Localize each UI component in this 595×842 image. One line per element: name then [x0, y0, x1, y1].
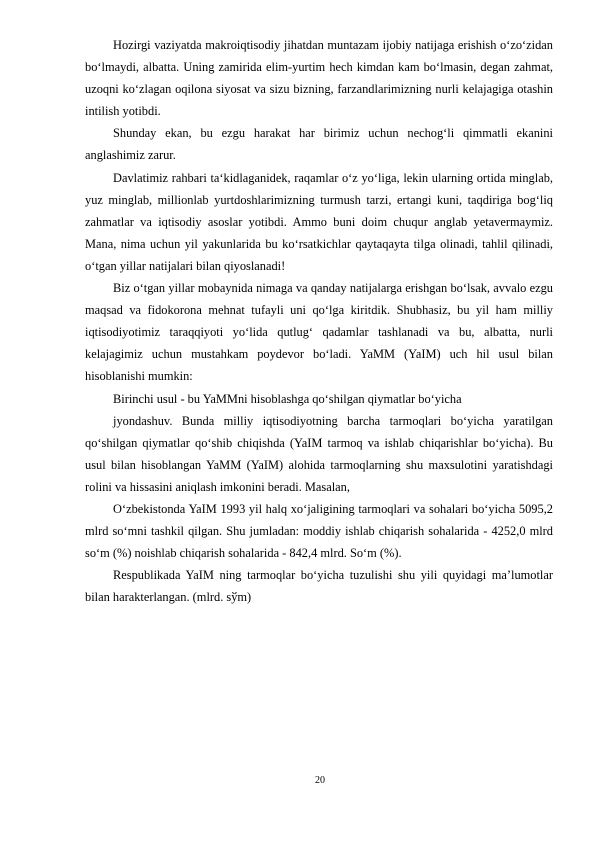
paragraph-5: Birinchi usul - bu YaMMni hisoblashga qo‘shilgan qiymatlar bo‘yicha	[113, 391, 462, 406]
page-number: 20	[315, 775, 325, 786]
paragraph-2: Shunday ekan, bu ezgu harakat har birimiz uchun nechog‘li qimmatli ekanini anglashimiz zarur.	[85, 126, 553, 163]
paragraph-8: Respublikada YaIM ning tarmoqlar bo‘yicha tuzulishi shu yili quyidagi ma’lumotlar bilan harakterlangan. (mlrd. sўm)	[85, 568, 553, 605]
paragraph-7: O‘zbekistonda YaIM 1993 yil halq xo‘jaligining tarmoqlari va sohalari bo‘yicha 5095,2 mlrd so‘mni tashkil qilgan. Shu jumladan: moddiy ishlab chiqarish sohalarida - 4252,0 mlrd so‘m (%) noishlab chiqarish sohalarida - 842,4 mlrd. So‘m (%).	[85, 501, 553, 561]
paragraph-4: Biz o‘tgan yillar mobaynida nimaga va qanday natijalarga erishgan bo‘lsak, avvalo ezgu maqsad va fidokorona mehnat tufayli uni qo‘lga kiritdik. Shubhasiz, bu yil ham milliy iqtisodiyotimiz taraqqiyoti yo‘lida qutlug‘ qadamlar tashlanadi va bu, albatta, nurli kelajagimiz uchun mustahkam poydevor bo‘ladi. YaMM (YaIM) uch hil usul bilan hisoblanishi mumkin:	[85, 281, 553, 384]
paragraph-1: Hozirgi vaziyatda makroiqtisodiy jihatdan muntazam ijobiy natijaga erishish o‘zo‘zidan bo‘lmaydi, albatta. Uning zamirida elim-yurtim hech kimdan kam bo‘lmasin, degan zahmat, uzoqni ko‘zlagan oqilona siyosat va sizu bizning, farzandlarimizning nurli kelajagiga otashin intilish yotibdi.	[85, 38, 553, 119]
paragraph-3: Davlatimiz rahbari ta‘kidlaganidek, raqamlar o‘z yo‘liga, lekin ularning ortida minglab, yuz minglab, millionlab yurtdoshlarimizning turmush tarzi, ertangi kuni, taqdiriga bog‘liq zahmatlar va iqtisodiy asoslar yotibdi. Ammo buni doim chuqur anglab yetavermaymiz. Mana, nima uchun yil yakunlarida bu ko‘rsatkichlar qaytaqayta tilga olinadi, tahlil qilinadi, o‘tgan yillar natijalari bilan qiyoslanadi!	[85, 170, 553, 273]
paragraph-6: jyondashuv. Bunda milliy iqtisodiyotning barcha tarmoqlari bo‘yicha yaratilgan qo‘shilgan qiymatlar qo‘shib chiqishda (YaIM tarmoq va ishlab chiqarishlar bo‘yicha). Bu usul bilan hisoblangan YaMM (YaIM) alohida tarmoqlarning shu maxsulotini yaratishdagi rolini va hissasini aniqlash imkonini beradi. Masalan,	[85, 413, 553, 494]
document-page	[85, 34, 553, 608]
